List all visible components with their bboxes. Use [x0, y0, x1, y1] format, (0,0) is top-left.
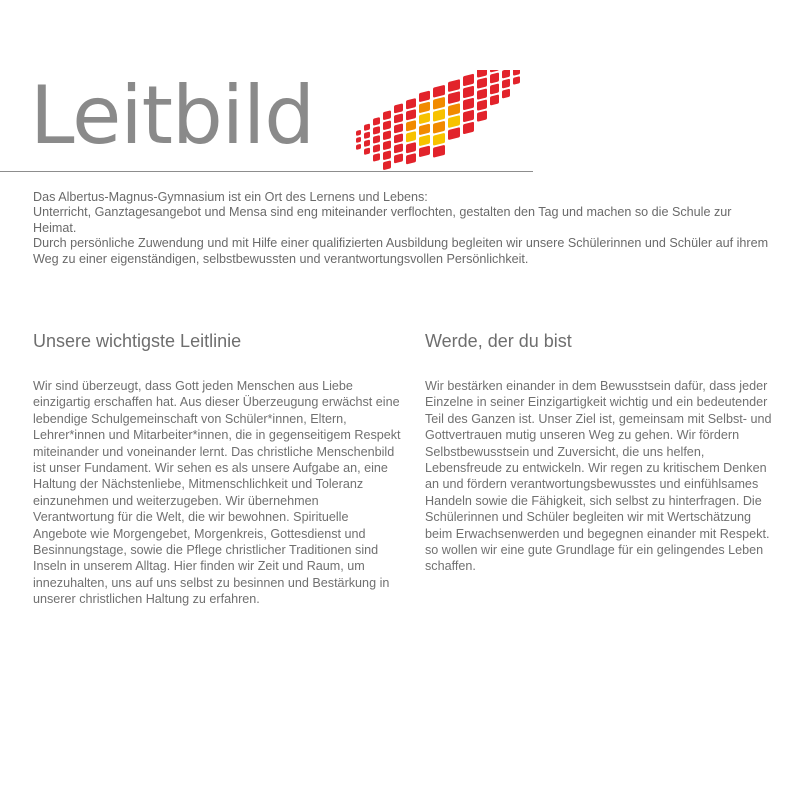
logo-tile	[477, 88, 487, 99]
logo-tile	[364, 124, 370, 131]
logo-tile	[433, 97, 445, 110]
logo-tile	[394, 103, 403, 113]
logo-tile	[406, 120, 416, 131]
logo-tile	[477, 110, 487, 121]
guideline-section	[33, 330, 403, 608]
logo-tile	[433, 145, 445, 158]
logo-tile	[463, 98, 474, 111]
logo-tile	[394, 153, 403, 163]
section-body: Wir sind überzeugt, dass Gott jeden Menschen aus Liebe einzigartig erschaffen hat. Aus dieser Überzeugung erwächst eine lebendige Schulgemeinschaft von Schüler*innen, Eltern, Lehrer*innen und Mitarbeiter*innen, die in gegenseitigem Respekt miteinander und voneinander lernt. Das christliche Menschenbild ist unser Fundament. Wir sehen es als unsere Aufgabe an, eine Haltung der Nächstenliebe, Mitmenschlichkeit und Toleranz einzunehmen und weiterzugeben. Wir übernehmen Verantwortung für die Welt, die wir bewohnen. Spirituelle Angebote wie Morgengebet, Morgenkreis, Gottesdienst und Besinnungstage, sowie die Pflege christlicher Traditionen sind Inseln in unserem Alltag. Hier finden wir Zeit und Raum, um innezuhalten, uns auf uns selbst zu besinnen und Bestärkung in unserer christlichen Haltung zu erfahren.	[33, 379, 401, 607]
logo-tile	[477, 77, 487, 88]
title-divider	[0, 171, 533, 172]
logo-tile	[373, 117, 380, 126]
section-body: Wir bestärken einander in dem Bewusstsein dafür, dass jeder Einzelne in seiner Einzigartigkeit wichtig und ein bedeutender Teil des Ganzen ist. Unser Ziel ist, gemeinsam mit Selbst- und Gottvertrauen mutig unseren Weg zu gehen. Wir fördern Selbstbewusstsein und Zuversicht, die uns helfen, Lebensfreude zu entwickeln. Wir regen zu kritischem Denken an und fördern verantwortungsbewusstes und einfühlsames Handeln sowie die Fähigkeit, sich selbst zu hinterfragen. Die Schülerinnen und Schüler begleiten wir mit Wertschätzung beim Erwachsenwerden und begegnen einander mit Respekt. so wollen wir eine gute Grundlage für ein gelingendes Leben schaffen.	[425, 379, 772, 574]
logo-tile	[383, 150, 391, 160]
logo-tile	[490, 83, 499, 94]
logo-tile	[448, 127, 460, 140]
logo-tile	[463, 110, 474, 123]
intro-line: Das Albertus-Magnus-Gymnasium ist ein Ort des Lernens und Lebens:	[33, 190, 428, 204]
logo-tile	[406, 131, 416, 142]
logo-tile	[513, 76, 520, 85]
logo-tile	[419, 124, 430, 136]
intro-text	[33, 190, 773, 267]
logo-tile	[364, 148, 370, 155]
section-heading: Werde, der du bist	[425, 331, 572, 351]
logo-tile	[490, 94, 499, 105]
logo-tile	[477, 99, 487, 110]
logo-tile	[433, 121, 445, 134]
logo-tile	[373, 144, 380, 153]
logo-tile	[502, 89, 510, 99]
logo-tile	[373, 126, 380, 135]
page-title: Leitbild	[30, 69, 314, 162]
school-logo	[352, 70, 532, 182]
logo-tile	[463, 122, 474, 135]
logo-tile	[373, 153, 380, 162]
logo-tile	[406, 109, 416, 120]
logo-tile	[513, 70, 520, 76]
logo-tile	[406, 142, 416, 153]
logo-tile	[419, 135, 430, 147]
logo-tile	[490, 72, 499, 83]
logo-tile	[356, 137, 361, 143]
logo-tile	[419, 113, 430, 125]
logo-tile	[463, 74, 474, 87]
logo-tile	[394, 143, 403, 153]
logo-tile	[448, 91, 460, 104]
intro-line: Unterricht, Ganztagesangebot und Mensa sind eng miteinander verflochten, gestalten den Tag und machen so die Schule zur Heimat.	[33, 205, 732, 235]
logo-tile	[502, 79, 510, 89]
logo-tile	[383, 130, 391, 140]
logo-tile	[448, 103, 460, 116]
logo-tile	[433, 109, 445, 122]
logo-tile	[394, 123, 403, 133]
logo-tile	[383, 140, 391, 150]
logo-tile	[448, 79, 460, 92]
logo-tile	[433, 133, 445, 146]
logo-tile	[394, 133, 403, 143]
logo-tile	[364, 140, 370, 147]
logo-tile	[419, 102, 430, 114]
logo-tile	[448, 115, 460, 128]
logo-tile	[373, 135, 380, 144]
logo-tile	[383, 120, 391, 130]
logo-tile	[502, 70, 510, 79]
intro-line: Durch persönliche Zuwendung und mit Hilfe einer qualifizierten Ausbildung begleiten wir unsere Schülerinnen und Schüler auf ihrem Weg zu einer eigenständigen, selbstbewussten und verantwortungsvollen Persönlichkeit.	[33, 236, 769, 266]
section-heading: Unsere wichtigste Leitlinie	[33, 331, 242, 351]
logo-tile	[463, 86, 474, 99]
logo-tile	[419, 146, 430, 158]
logo-tile	[383, 110, 391, 120]
become-yourself-section	[425, 330, 780, 575]
logo-tile	[383, 160, 391, 170]
logo-tile	[406, 98, 416, 109]
logo-tile	[477, 70, 487, 78]
logo-tile	[356, 130, 361, 136]
logo-tile	[364, 132, 370, 139]
logo-tile	[433, 85, 445, 98]
logo-tile	[356, 144, 361, 150]
logo-tile	[394, 113, 403, 123]
logo-tile	[406, 153, 416, 164]
logo-tile	[490, 70, 499, 73]
logo-tile	[419, 91, 430, 103]
